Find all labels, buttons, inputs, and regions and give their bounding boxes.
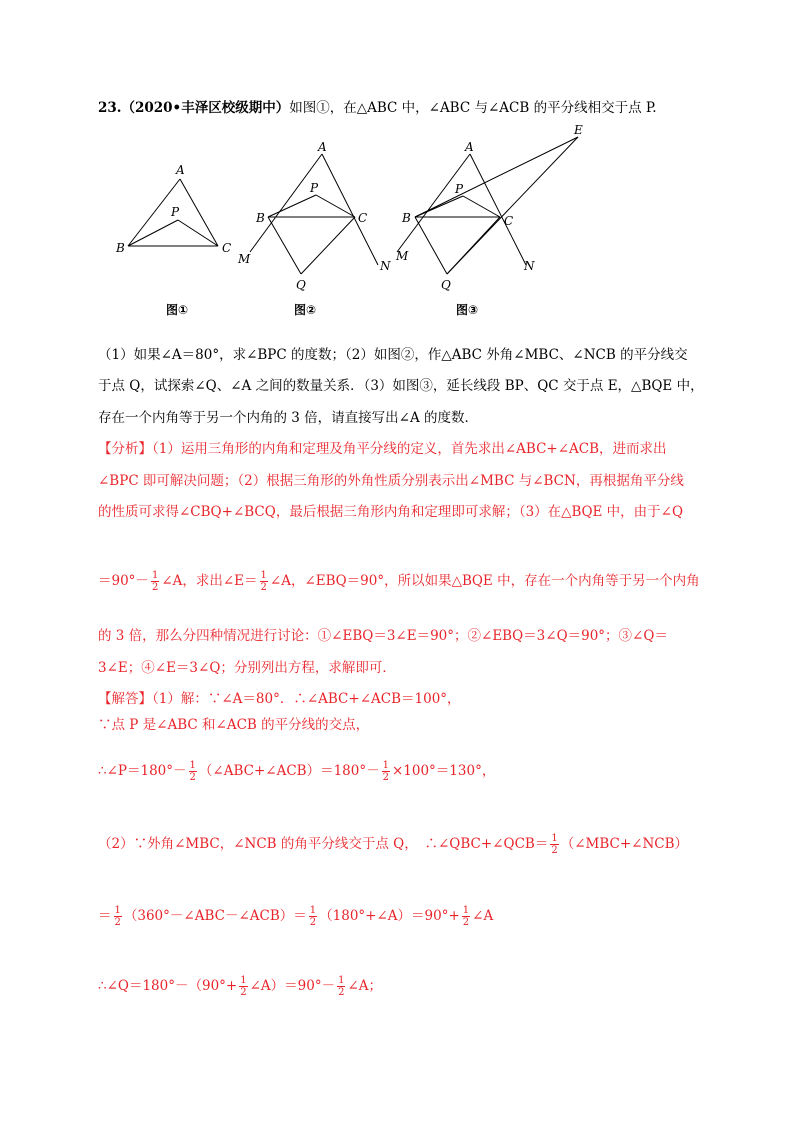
- fraction-half: [260, 570, 268, 593]
- fraction-half: [462, 905, 470, 928]
- problem-intro: 如图①，在△ABC 中，∠ABC 与∠ACB 的平分线相交于点 P.: [289, 100, 657, 116]
- answer-5c: （180°+∠A）＝90°+: [319, 908, 460, 924]
- frac-num: 1: [462, 905, 470, 916]
- answer-3c: ×100°＝130°，: [391, 763, 496, 779]
- fig3-label-e: E: [574, 123, 583, 137]
- fraction-half: [337, 975, 345, 998]
- question-line-2: 于点 Q，试探索∠Q、∠A 之间的数量关系．（3）如图③，延长线段 BP、QC 交于点 E，△BQE 中，: [98, 378, 704, 394]
- analysis-4b: ∠A，求出∠E＝: [161, 573, 258, 589]
- fig1-caption: 图①: [166, 303, 189, 317]
- frac-num: 1: [151, 570, 159, 581]
- fig2-label-m: M: [238, 252, 251, 266]
- figures-svg: [108, 122, 583, 322]
- fig2-label-b: B: [256, 211, 265, 225]
- frac-den: 2: [240, 987, 247, 998]
- fig2-label-n: N: [380, 259, 391, 273]
- answer-line-5: [98, 905, 493, 928]
- answer-6a: ∴∠Q＝180°－（90°+: [98, 978, 238, 994]
- frac-den: 2: [114, 917, 121, 928]
- answer-text-1: （1）解：∵∠A＝80°．∴∠ABC+∠ACB＝100°，: [152, 691, 461, 707]
- frac-num: 1: [382, 760, 389, 771]
- fig3-caption: 图③: [456, 303, 479, 317]
- analysis-line-2: ∠BPC 即可解决问题；（2）根据三角形的外角性质分别表示出∠MBC 与∠BCN，再根据角平分线: [98, 473, 684, 489]
- fig1-label-p: P: [171, 205, 180, 219]
- frac-num: 1: [114, 905, 121, 916]
- fraction-half: [151, 570, 159, 593]
- answer-4a: （2）∵外角∠MBC，∠NCB 的角平分线交于点 Q， ∴∠QBC+∠QCB＝: [98, 836, 549, 852]
- fig3-label-n: N: [524, 259, 535, 273]
- analysis-line-1: [98, 439, 667, 459]
- frac-den: 2: [338, 987, 345, 998]
- frac-num: 1: [240, 975, 247, 986]
- analysis-label: 【分析】: [98, 441, 152, 457]
- fraction-half: [382, 760, 390, 783]
- frac-num: 1: [189, 760, 196, 771]
- frac-num: 1: [551, 833, 558, 844]
- frac-den: 2: [382, 772, 389, 783]
- answer-5a: ＝: [98, 908, 112, 924]
- answer-line-2: ∵点 P 是∠ABC 和∠ACB 的平分线的交点，: [98, 717, 370, 733]
- analysis-line-3: 的性质可求得∠CBQ+∠BCQ，最后根据三角形内角和定理即可求解；（3）在△BQE 中，由于∠Q: [98, 504, 684, 520]
- answer-line-1: [98, 689, 461, 709]
- answer-6c: ∠A；: [347, 978, 383, 994]
- fig2-caption: 图②: [294, 303, 317, 317]
- analysis-line-6: 3∠E；④∠E＝3∠Q；分别列出方程，求解即可．: [98, 660, 396, 676]
- fig3-label-b: B: [402, 211, 411, 225]
- answer-3a: ∴∠P＝180°－: [98, 763, 187, 779]
- answer-label: 【解答】: [98, 691, 152, 707]
- frac-den: 2: [551, 845, 558, 856]
- analysis-4a: ＝90°－: [98, 573, 149, 589]
- answer-line-6: [98, 975, 382, 998]
- analysis-text-1: （1）运用三角形的内角和定理及角平分线的定义，首先求出∠ABC+∠ACB，进而求出: [152, 441, 667, 457]
- fig3-label-c: C: [504, 214, 514, 228]
- answer-3b: （∠ABC+∠ACB）＝180°－: [198, 763, 380, 779]
- answer-5b: （360°－∠ABC－∠ACB）＝: [123, 908, 307, 924]
- answer-4b: （∠MBC+∠NCB）: [560, 836, 689, 852]
- answer-5d: ∠A: [472, 908, 494, 924]
- figure-3: [397, 137, 578, 274]
- frac-den: 2: [260, 582, 267, 593]
- frac-den: 2: [462, 917, 470, 928]
- question-line-3: 存在一个内角等于另一个内角的 3 倍，请直接写出∠A 的度数．: [98, 410, 479, 426]
- answer-line-4: [98, 833, 688, 856]
- fig3-label-p: P: [455, 182, 464, 196]
- fraction-half: [309, 905, 317, 928]
- fig3-label-m: M: [396, 249, 409, 263]
- problem-source: 23.（2020•丰泽区校级期中）: [98, 100, 290, 116]
- analysis-line-4: [98, 570, 700, 593]
- analysis-line-5: 的 3 倍，那么分四种情况进行讨论：①∠EBQ＝3∠E＝90°；②∠EBQ＝3∠Q＝90°；③∠Q＝: [98, 628, 668, 644]
- answer-6b: ∠A）＝90°－: [249, 978, 336, 994]
- fig3-label-q: Q: [441, 278, 451, 292]
- fig1-label-a: A: [176, 163, 185, 177]
- frac-num: 1: [309, 905, 317, 916]
- fig2-label-a: A: [318, 140, 327, 154]
- figures: [108, 122, 583, 326]
- fraction-half: [239, 975, 247, 998]
- fraction-half: [114, 905, 122, 928]
- answer-line-3: [98, 760, 495, 783]
- frac-num: 1: [338, 975, 345, 986]
- fig2-label-p: P: [310, 181, 319, 195]
- fig1-label-b: B: [116, 241, 125, 255]
- fig2-label-q: Q: [296, 278, 306, 292]
- fig1-label-c: C: [222, 241, 232, 255]
- frac-den: 2: [189, 772, 196, 783]
- analysis-4c: ∠A，∠EBQ＝90°，所以如果△BQE 中，存在一个内角等于另一个内角: [269, 573, 700, 589]
- frac-den: 2: [151, 582, 159, 593]
- problem-intro-line: [98, 98, 657, 118]
- question-line-1: （1）如果∠A＝80°，求∠BPC 的度数；（2）如图②，作△ABC 外角∠MBC、∠NCB 的平分线交: [98, 347, 688, 363]
- fig2-label-c: C: [358, 211, 368, 225]
- fig3-label-a: A: [465, 140, 474, 154]
- frac-num: 1: [260, 570, 267, 581]
- fraction-half: [550, 833, 558, 856]
- frac-den: 2: [309, 917, 317, 928]
- fraction-half: [189, 760, 197, 783]
